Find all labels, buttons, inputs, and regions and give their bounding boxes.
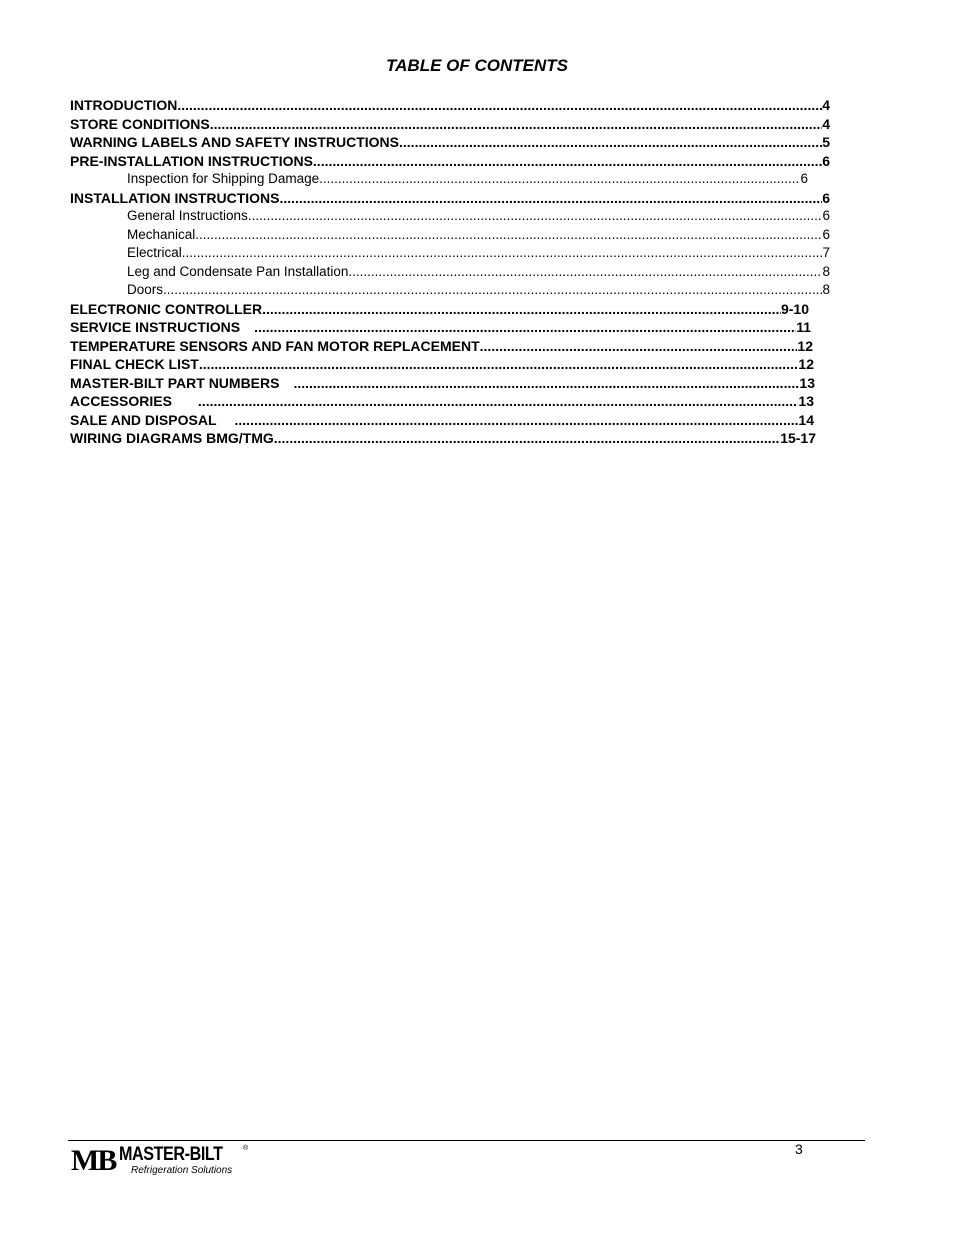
toc-entry-page: 6 xyxy=(800,171,808,186)
toc-entry-part-numbers xyxy=(70,374,815,393)
toc-entry-page: 4 xyxy=(822,97,830,113)
toc-entry-page: 15-17 xyxy=(780,430,816,446)
toc-entry-page: 6 xyxy=(822,189,830,206)
toc-entry-page: 8 xyxy=(822,263,830,279)
toc-entry-pre-installation xyxy=(70,152,830,171)
dot-leader xyxy=(262,300,781,319)
dot-leader xyxy=(198,392,799,411)
toc-entry-page: 9-10 xyxy=(780,300,809,317)
toc-entry-page: 6 xyxy=(822,208,830,223)
toc-entry-label: ACCESSORIES xyxy=(70,393,172,409)
dot-leader xyxy=(195,226,822,245)
toc-entry-label: INTRODUCTION xyxy=(70,97,178,113)
toc-entry-label: Doors xyxy=(127,282,164,297)
toc-entry-sale-disposal xyxy=(70,411,814,430)
dot-leader xyxy=(248,207,823,226)
dot-leader xyxy=(182,244,823,263)
toc-entry-page: 4 xyxy=(822,115,830,132)
toc-entry-page: 8 xyxy=(822,282,830,297)
logo-brand-name: MASTER-BILT xyxy=(119,1144,223,1165)
toc-entry-wiring-diagrams xyxy=(70,429,816,448)
toc-entry-label: Mechanical xyxy=(127,226,196,242)
dot-leader xyxy=(274,429,780,448)
toc-entry-label: STORE CONDITIONS xyxy=(70,115,210,132)
toc-entry-label: WIRING DIAGRAMS BMG/TMG xyxy=(70,430,274,446)
dot-leader xyxy=(399,133,822,152)
toc-entry-introduction xyxy=(70,96,830,115)
toc-entry-page: 7 xyxy=(822,245,830,260)
toc-entry-electrical xyxy=(70,244,830,263)
toc-list xyxy=(70,96,830,448)
dot-leader xyxy=(480,337,798,356)
toc-entry-mechanical xyxy=(70,226,830,245)
dot-leader xyxy=(293,374,799,393)
toc-entry-label: SALE AND DISPOSAL xyxy=(70,411,217,428)
toc-entry-label: General Instructions xyxy=(127,208,248,223)
dot-leader xyxy=(199,355,799,374)
toc-entry-inspection xyxy=(70,170,830,189)
toc-entry-warning-labels xyxy=(70,133,830,152)
dot-leader xyxy=(177,96,822,115)
toc-entry-service xyxy=(70,318,811,337)
toc-entry-store-conditions xyxy=(70,115,830,134)
toc-entry-label: Leg and Condensate Pan Installation xyxy=(127,263,349,279)
master-bilt-logo xyxy=(71,1144,261,1180)
toc-entry-page: 13 xyxy=(799,374,815,391)
toc-entry-electronic-controller xyxy=(70,300,809,319)
toc-entry-general xyxy=(70,207,830,226)
toc-entry-label: PRE-INSTALLATION INSTRUCTIONS xyxy=(70,152,313,169)
toc-entry-page: 12 xyxy=(798,356,814,372)
dot-leader xyxy=(279,189,822,208)
logo-mark: MB xyxy=(71,1144,116,1177)
toc-entry-doors xyxy=(70,281,830,300)
toc-entry-accessories xyxy=(70,392,814,411)
toc-entry-label: ELECTRONIC CONTROLLER xyxy=(70,300,263,317)
toc-entry-label: Inspection for Shipping Damage xyxy=(127,171,320,186)
toc-entry-page: 13 xyxy=(798,393,814,409)
toc-entry-leg-condensate xyxy=(70,263,830,282)
dot-leader xyxy=(319,170,800,189)
logo-tagline: Refrigeration Solutions xyxy=(131,1165,233,1176)
toc-entry-page: 14 xyxy=(798,411,814,428)
toc-entry-label: FINAL CHECK LIST xyxy=(70,356,199,372)
dot-leader xyxy=(163,281,822,300)
toc-entry-label: Electrical xyxy=(127,245,182,260)
toc-entry-label: INSTALLATION INSTRUCTIONS xyxy=(70,189,280,206)
toc-entry-label: TEMPERATURE SENSORS AND FAN MOTOR REPLACEMENT xyxy=(70,337,480,354)
dot-leader xyxy=(254,318,796,337)
toc-entry-installation xyxy=(70,189,830,208)
toc-entry-label: MASTER-BILT PART NUMBERS xyxy=(70,374,280,391)
dot-leader xyxy=(348,263,822,282)
dot-leader xyxy=(210,115,822,134)
toc-entry-page: 6 xyxy=(822,152,830,169)
toc-entry-label: WARNING LABELS AND SAFETY INSTRUCTIONS xyxy=(70,134,400,150)
page-number: 3 xyxy=(795,1141,803,1157)
footer-divider xyxy=(68,1140,865,1141)
toc-entry-label: SERVICE INSTRUCTIONS xyxy=(70,319,241,335)
toc-entry-page: 5 xyxy=(822,134,830,150)
page-title: TABLE OF CONTENTS xyxy=(386,56,568,75)
registered-mark: ® xyxy=(243,1145,249,1152)
toc-entry-page: 11 xyxy=(796,319,811,335)
toc-entry-page: 6 xyxy=(822,226,830,242)
dot-leader xyxy=(313,152,822,171)
toc-entry-final-check xyxy=(70,355,814,374)
toc-entry-temperature-sensors xyxy=(70,337,813,356)
toc-entry-page: 12 xyxy=(797,337,813,354)
dot-leader xyxy=(235,411,799,430)
